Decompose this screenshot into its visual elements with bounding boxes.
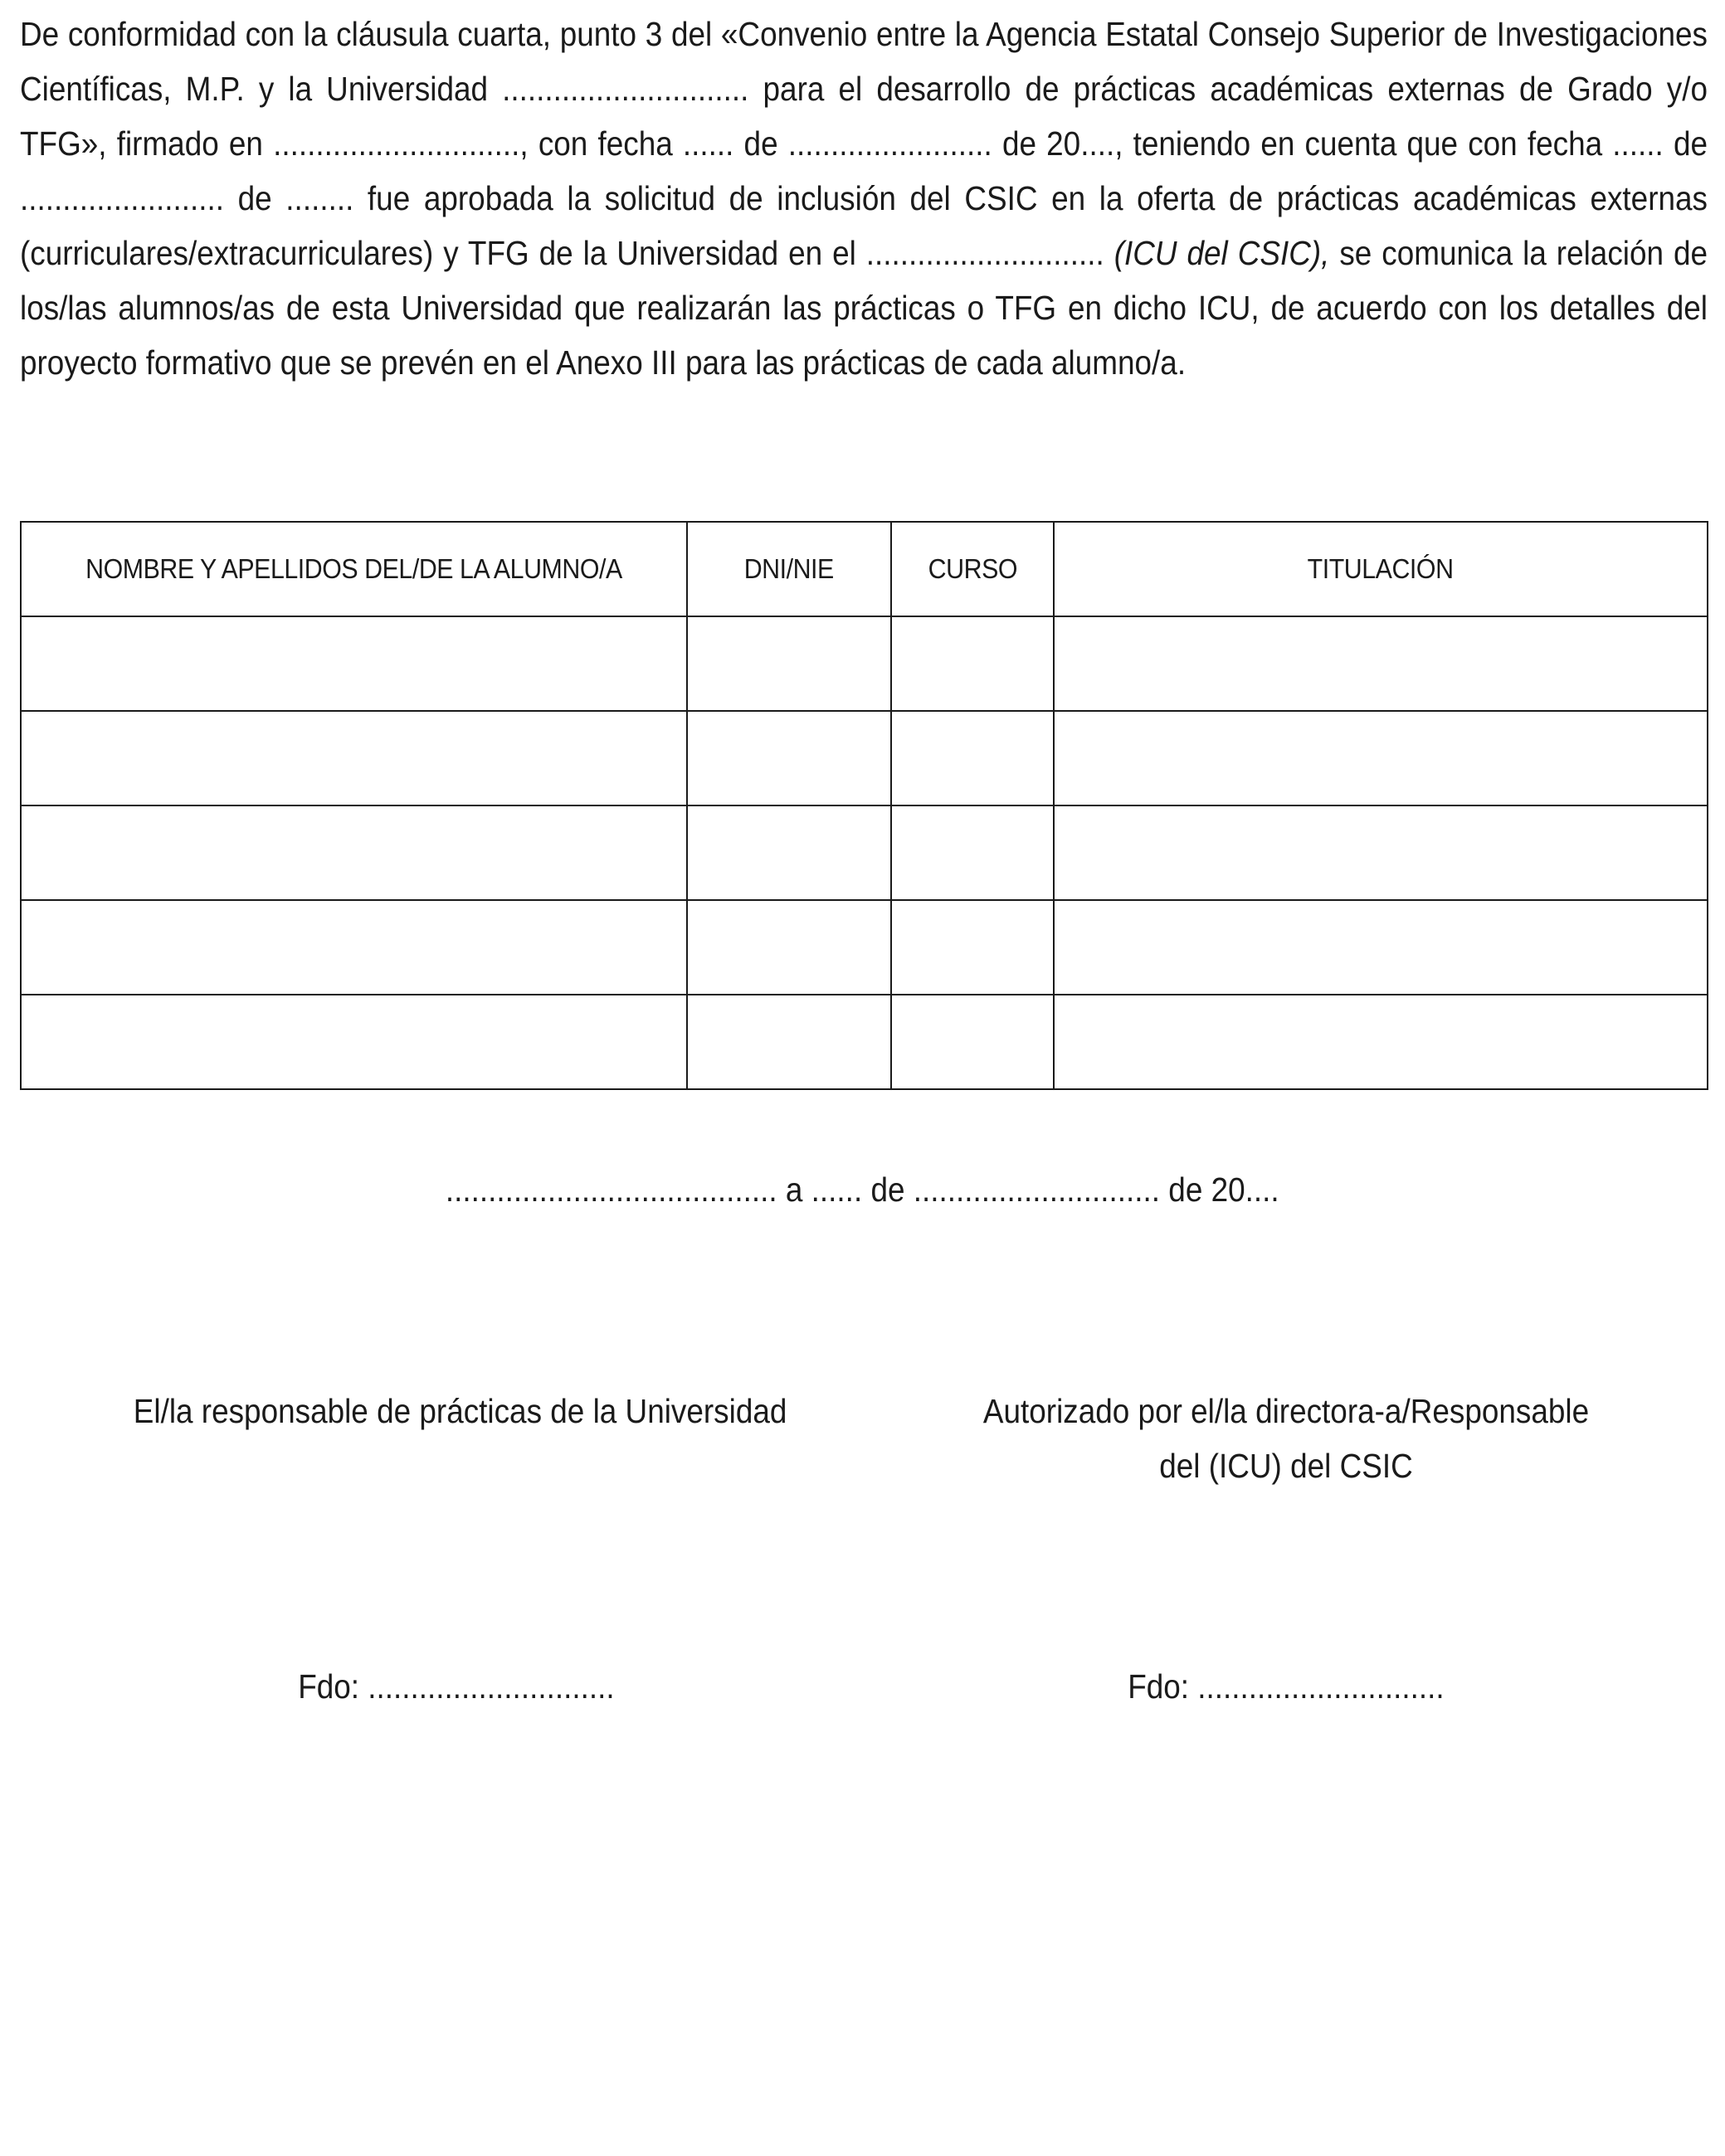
- intro-text-italic: (ICU del CSIC),: [1113, 234, 1330, 272]
- table-row: [21, 711, 1708, 805]
- cell-nombre[interactable]: [21, 616, 687, 711]
- cell-curso[interactable]: [891, 711, 1054, 805]
- table-row: [21, 616, 1708, 711]
- cell-dni-nie[interactable]: [687, 995, 891, 1089]
- cell-nombre[interactable]: [21, 995, 687, 1089]
- intro-text-part2: se comunica la relación de los/las alumnos/as de esta Universidad que realizarán las prácticas o TFG en dicho ICU, de acuerdo con los detalles del proyecto formativo que se prevén en el Anexo III para las prácticas de cada alumno/a.: [20, 234, 1708, 382]
- cell-titulacion[interactable]: [1054, 995, 1708, 1089]
- header-curso: CURSO: [891, 522, 1054, 616]
- signature-title-csic-line1: Autorizado por el/la directora-a/Responsable: [982, 1392, 1590, 1430]
- signature-fdo-university: Fdo: .............................: [298, 1667, 615, 1706]
- cell-curso[interactable]: [891, 805, 1054, 900]
- intro-text-part1: De conformidad con la cláusula cuarta, punto 3 del «Convenio entre la Agencia Estatal Consejo Superior de Investigaciones Científicas, M.P. y la Universidad ............................. para el desarrollo de prácticas académicas externas de Grado y/o TFG», firmado en ............................., con fecha ...... de ........................ de 20...., teniendo en cuenta que con fecha ...... de ........................ de ........ fue aprobada la solicitud de inclusión del CSIC en la oferta de prácticas académicas externas (curriculares/extracurriculares) y TFG de la Universidad en el ............................: [20, 15, 1708, 272]
- intro-paragraph: [20, 7, 1708, 390]
- table-row: [21, 995, 1708, 1089]
- cell-curso[interactable]: [891, 900, 1054, 995]
- table-row: [21, 900, 1708, 995]
- header-nombre: NOMBRE Y APELLIDOS DEL/DE LA ALUMNO/A: [21, 522, 687, 616]
- cell-titulacion[interactable]: [1054, 805, 1708, 900]
- cell-curso[interactable]: [891, 616, 1054, 711]
- cell-nombre[interactable]: [21, 805, 687, 900]
- cell-dni-nie[interactable]: [687, 805, 891, 900]
- table-row: [21, 805, 1708, 900]
- signature-fdo-csic: Fdo: .............................: [1128, 1667, 1445, 1706]
- cell-titulacion[interactable]: [1054, 616, 1708, 711]
- place-date-line: ....................................... a ...... de ............................. de 20....: [446, 1170, 1279, 1209]
- students-table: [20, 521, 1708, 1090]
- cell-titulacion[interactable]: [1054, 900, 1708, 995]
- table-header-row: [21, 522, 1708, 616]
- header-dni-nie: DNI/NIE: [687, 522, 891, 616]
- signature-title-csic: [888, 1384, 1684, 1493]
- signature-title-university: El/la responsable de prácticas de la Universidad: [134, 1392, 787, 1430]
- cell-nombre[interactable]: [21, 900, 687, 995]
- cell-curso[interactable]: [891, 995, 1054, 1089]
- cell-titulacion[interactable]: [1054, 711, 1708, 805]
- cell-nombre[interactable]: [21, 711, 687, 805]
- signature-title-csic-line2: del (ICU) del CSIC: [1159, 1447, 1413, 1485]
- header-titulacion: TITULACIÓN: [1054, 522, 1708, 616]
- cell-dni-nie[interactable]: [687, 711, 891, 805]
- cell-dni-nie[interactable]: [687, 900, 891, 995]
- cell-dni-nie[interactable]: [687, 616, 891, 711]
